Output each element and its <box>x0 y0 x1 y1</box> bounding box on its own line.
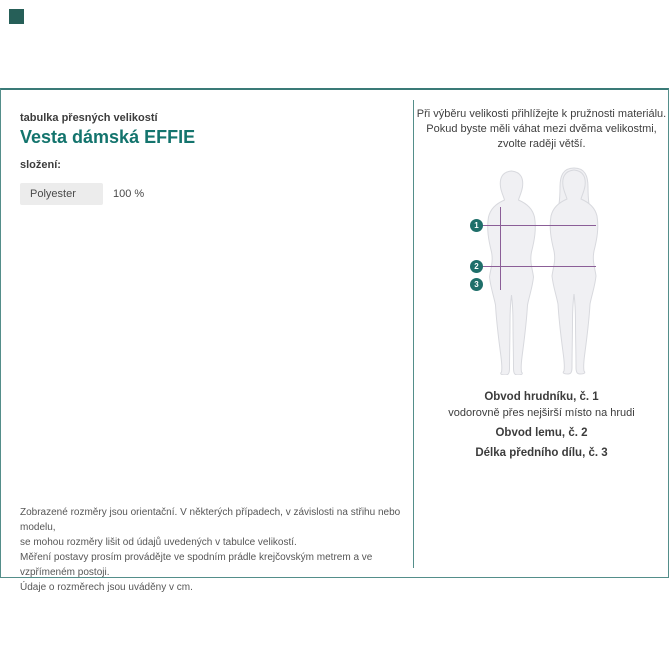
measurement-line-chest <box>476 225 596 226</box>
material-name-cell: Polyester <box>20 183 103 205</box>
marker-3-badge: 3 <box>470 278 483 291</box>
measurement-label-front-length: Délka předního dílu, č. 3 <box>475 447 608 459</box>
disclaimer-line: Zobrazené rozměry jsou orientační. V některých případech, v závislosti na střihu nebo modelu, <box>20 507 401 533</box>
measurement-line-front-length <box>500 207 501 290</box>
measurement-label-chest: Obvod hrudníku, č. 1 <box>484 391 599 403</box>
silhouette-figure-left <box>488 171 536 375</box>
product-title: Vesta dámská EFFIE <box>20 127 196 147</box>
marker-1-badge: 1 <box>470 219 483 232</box>
composition-heading: složení: <box>20 159 61 171</box>
disclaimer-line: Měření postavy prosím provádějte ve spodním prádle krejčovským metrem a ve vzpřímeném postoji. <box>20 552 373 578</box>
measurement-label-hem: Obvod lemu, č. 2 <box>495 427 588 439</box>
disclaimer-line: Údaje o rozměrech jsou uváděny v cm. <box>20 582 193 593</box>
advice-line: Pokud byste měli váhat mezi dvěma velikostmi, <box>426 123 657 135</box>
column-divider <box>413 100 414 568</box>
body-outline <box>550 170 598 374</box>
disclaimer-text <box>20 505 410 595</box>
advice-line: zvolte raději větší. <box>497 138 586 150</box>
measurement-label-chest-desc: vodorovně přes nejširší místo na hrudi <box>448 407 635 419</box>
disclaimer-line: se mohou rozměry lišit od údajů uvedených v tabulce velikostí. <box>20 537 297 548</box>
measurement-line-hem <box>476 266 596 267</box>
silhouette-figure-right <box>550 168 598 374</box>
material-percent-cell: 100 % <box>113 188 145 200</box>
sizing-advice-text <box>414 107 669 152</box>
size-table-eyebrow: tabulka přesných velikostí <box>20 112 158 124</box>
advice-line: Při výběru velikosti přihlížejte k pružnosti materiálu. <box>416 108 667 120</box>
marker-2-badge: 2 <box>470 260 483 273</box>
corner-mark <box>9 9 24 24</box>
